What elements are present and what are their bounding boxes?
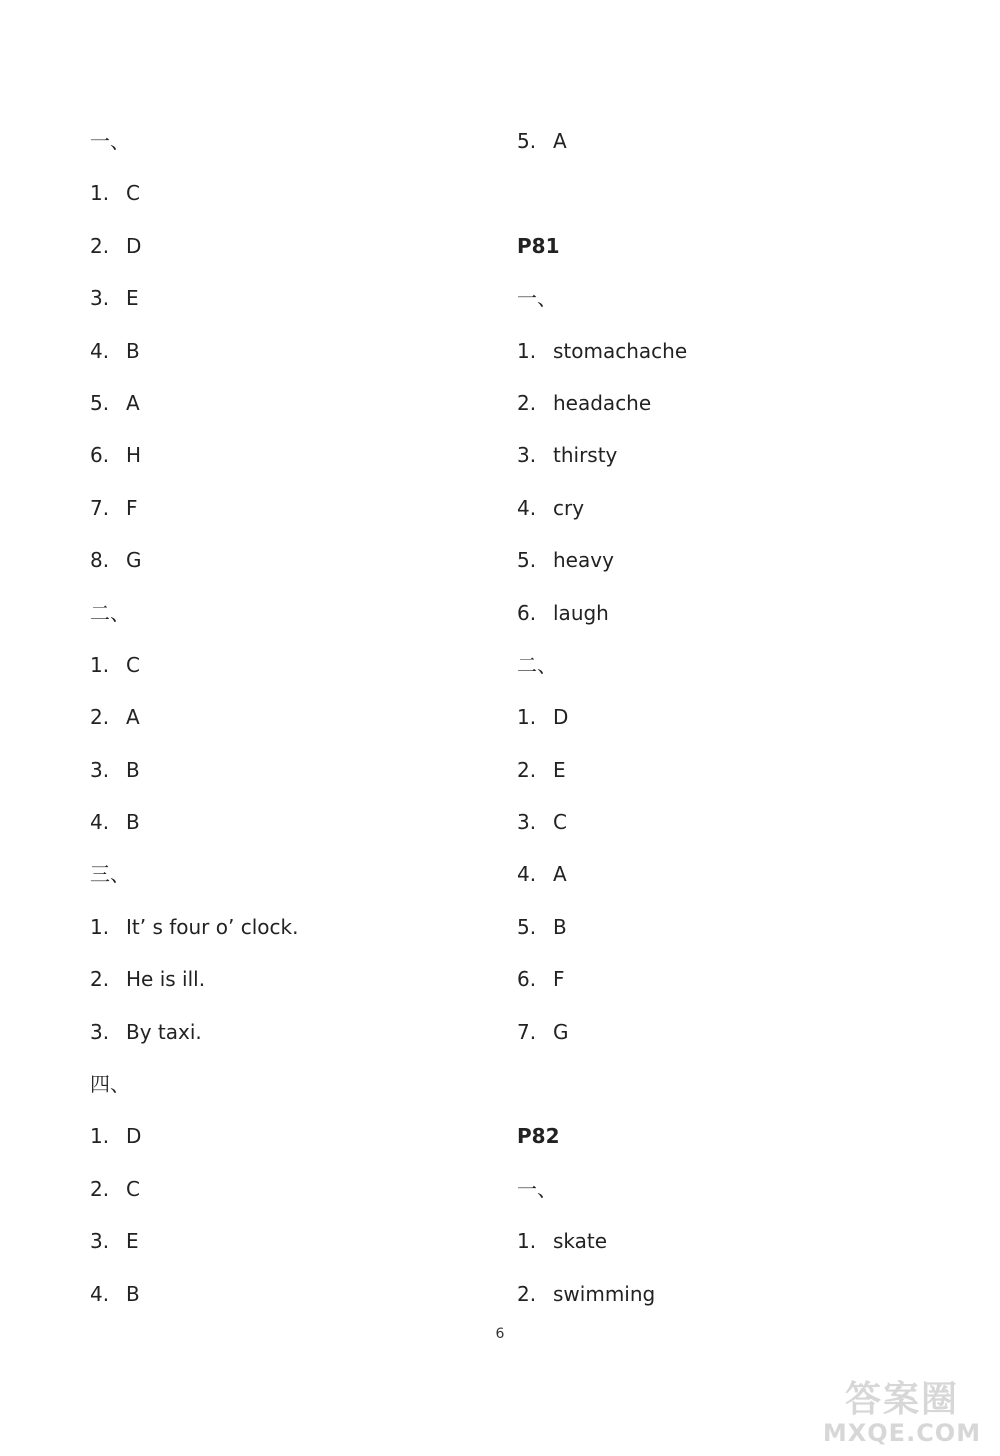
answer-number: 2.	[90, 705, 110, 730]
answer-item	[90, 1006, 490, 1058]
page-number: 6	[495, 1326, 505, 1342]
answer-text: swimming	[553, 1281, 656, 1306]
answer-text: He is ill.	[126, 967, 206, 992]
section-heading: 一、	[517, 1176, 557, 1201]
section-heading: 三、	[90, 862, 130, 887]
answer-number: 2.	[517, 390, 537, 415]
answer-text: C	[126, 181, 140, 206]
answer-item	[90, 272, 490, 324]
answer-item	[90, 167, 490, 219]
answer-text: D	[126, 233, 142, 258]
answer-text: stomachache	[553, 338, 688, 363]
answer-item	[90, 744, 490, 796]
answer-text: B	[126, 1281, 140, 1306]
answer-number: 3.	[90, 286, 110, 311]
answer-number: 1.	[90, 1124, 110, 1149]
answer-text: It’ s four o’ clock.	[126, 914, 299, 939]
answer-number: 4.	[517, 495, 537, 520]
answer-number: 1.	[517, 338, 537, 363]
answer-item	[517, 1215, 957, 1267]
answer-item	[90, 377, 490, 429]
answer-number: 2.	[90, 1176, 110, 1201]
answer-text: A	[126, 705, 140, 730]
answer-item	[90, 1110, 490, 1162]
answer-number: 5.	[517, 914, 537, 939]
answer-item	[517, 796, 957, 848]
answer-item	[90, 1163, 490, 1215]
answer-text: skate	[553, 1229, 608, 1254]
watermark-bottom-text: MXQE.COM	[822, 1419, 982, 1447]
answer-text: B	[126, 757, 140, 782]
answer-text: F	[126, 495, 138, 520]
answer-text: G	[126, 548, 142, 573]
page-reference-heading: P82	[517, 1124, 560, 1149]
answer-item	[517, 377, 957, 429]
answer-item	[90, 1215, 490, 1267]
answer-number: 5.	[517, 548, 537, 573]
answer-item	[90, 482, 490, 534]
answer-number: 2.	[90, 233, 110, 258]
answer-number: 1.	[90, 181, 110, 206]
answer-item	[517, 482, 957, 534]
answer-number: 4.	[90, 338, 110, 363]
answer-text: D	[553, 705, 569, 730]
answer-number: 1.	[517, 705, 537, 730]
section-heading: 一、	[90, 129, 130, 153]
answer-number: 1.	[517, 1229, 537, 1254]
section-heading: 一、	[517, 286, 557, 311]
answer-text: H	[126, 443, 142, 468]
answer-text: By taxi.	[126, 1019, 202, 1044]
answer-number: 5.	[517, 129, 537, 153]
answer-text: C	[126, 1176, 140, 1201]
answer-item	[90, 534, 490, 586]
watermark-top-text: 答案圈	[844, 1379, 959, 1420]
answer-item	[517, 848, 957, 900]
answer-number: 1.	[90, 914, 110, 939]
answer-number: 2.	[517, 757, 537, 782]
answer-item	[90, 691, 490, 743]
section-heading: 二、	[517, 652, 557, 677]
answer-text: heavy	[553, 548, 614, 573]
answer-number: 7.	[517, 1019, 537, 1044]
blank-line	[517, 1058, 957, 1110]
blank-line	[517, 167, 957, 219]
answer-item	[90, 429, 490, 481]
answer-number: 3.	[90, 1229, 110, 1254]
answer-number: 7.	[90, 495, 110, 520]
answer-item	[90, 901, 490, 953]
answer-item	[517, 115, 957, 167]
answer-item	[517, 901, 957, 953]
answer-text: G	[553, 1019, 569, 1044]
answer-number: 5.	[90, 390, 110, 415]
answer-number: 2.	[90, 967, 110, 992]
answer-number: 6.	[90, 443, 110, 468]
answer-text: cry	[553, 495, 585, 520]
answer-number: 4.	[90, 810, 110, 835]
answer-number: 3.	[90, 757, 110, 782]
answer-item	[90, 1268, 490, 1320]
answer-number: 3.	[517, 443, 537, 468]
answer-item	[517, 534, 957, 586]
answer-item	[517, 1006, 957, 1058]
answer-item	[517, 691, 957, 743]
answer-text: C	[553, 810, 567, 835]
answer-text: thirsty	[553, 443, 618, 468]
answer-text: headache	[553, 390, 652, 415]
answer-item	[517, 744, 957, 796]
section-heading: 二、	[90, 600, 130, 625]
answer-text: laugh	[553, 600, 609, 625]
answer-number: 4.	[90, 1281, 110, 1306]
answer-item	[90, 796, 490, 848]
answer-text: A	[553, 862, 567, 887]
answer-item	[517, 1268, 957, 1320]
answer-item	[517, 587, 957, 639]
answer-item	[90, 220, 490, 272]
watermark-logo	[812, 1380, 992, 1450]
answer-text: E	[553, 757, 566, 782]
answer-number: 3.	[90, 1019, 110, 1044]
answer-number: 6.	[517, 967, 537, 992]
answer-item	[517, 953, 957, 1005]
answer-item	[517, 325, 957, 377]
left-answer-column	[90, 115, 490, 1320]
answer-number: 6.	[517, 600, 537, 625]
answer-text: E	[126, 1229, 139, 1254]
answer-text: C	[126, 652, 140, 677]
section-heading: 四、	[90, 1072, 130, 1097]
answer-number: 3.	[517, 810, 537, 835]
page-reference-heading: P81	[517, 233, 560, 258]
answer-number: 8.	[90, 548, 110, 573]
answer-text: E	[126, 286, 139, 311]
answer-number: 2.	[517, 1281, 537, 1306]
answer-number: 4.	[517, 862, 537, 887]
answer-text: B	[126, 338, 140, 363]
answer-text: F	[553, 967, 565, 992]
answer-text: A	[553, 129, 567, 153]
answer-item	[90, 325, 490, 377]
answer-number: 1.	[90, 652, 110, 677]
answer-item	[90, 953, 490, 1005]
answer-text: D	[126, 1124, 142, 1149]
answer-text: B	[553, 914, 567, 939]
answer-text: B	[126, 810, 140, 835]
right-answer-column	[517, 115, 957, 1320]
answer-item	[517, 429, 957, 481]
answer-item	[90, 639, 490, 691]
answer-text: A	[126, 390, 140, 415]
